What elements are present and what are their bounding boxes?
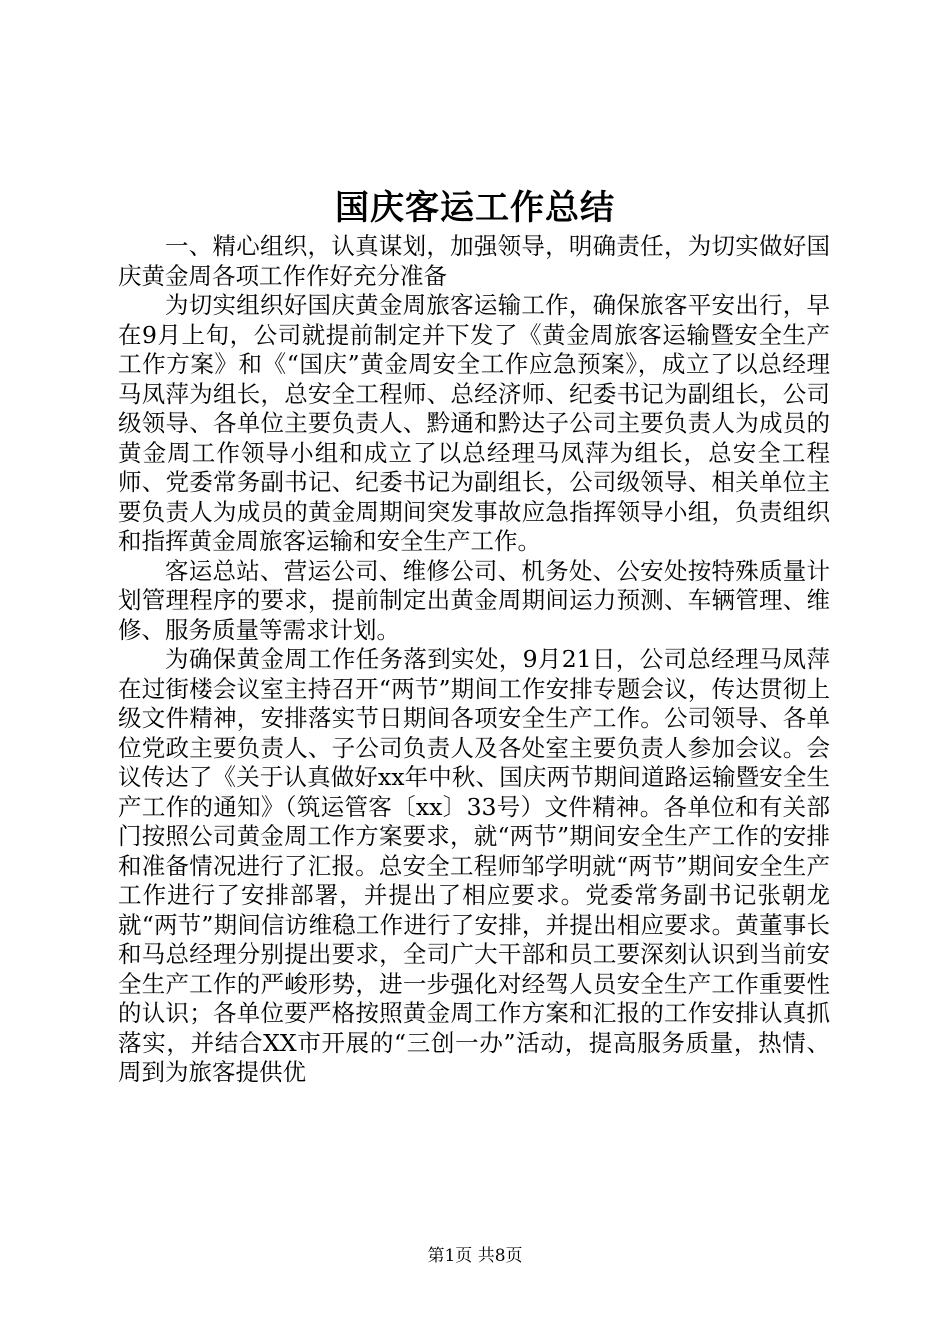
paragraph-heading-1: 一、精心组织，认真谋划，加强领导，明确责任，为切实做好国庆黄金周各项工作作好充分准备 xyxy=(118,232,830,290)
document-title: 国庆客运工作总结 xyxy=(335,188,615,228)
page-number-footer: 第1页 共8页 xyxy=(427,1246,523,1266)
paragraph-4: 为确保黄金周工作任务落到实处，9月21日，公司总经理马凤萍在过街楼会议室主持召开“两节”期间工作安排专题会议，传达贯彻上级文件精神，安排落实节日期间各项安全生产工作。公司领导、各单位党政主要负责人、子公司负责人及各处室主要负责人参加会议。会议传达了《关于认真做好xx年中秋、国庆两节期间道路运输暨安全生产工作的通知》（筑运管客〔xx〕33号）文件精神。各单位和有关部门按照公司黄金周工作方案要求，就“两节”期间安全生产工作的安排和准备情况进行了汇报。总安全工程师邹学明就“两节”期间安全生产工作进行了安排部署，并提出了相应要求。党委常务副书记张朝龙就“两节”期间信访维稳工作进行了安排，并提出相应要求。黄董事长和马总经理分别提出要求，全司广大干部和员工要深刻认识到当前安全生产工作的严峻形势，进一步强化对经驾人员安全生产工作重要性的认识；各单位要严格按照黄金周工作方案和汇报的工作安排认真抓落实，并结合XX市开展的“三创一办”活动，提高服务质量，热情、周到为旅客提供优 xyxy=(118,645,830,1086)
paragraph-2: 为切实组织好国庆黄金周旅客运输工作，确保旅客平安出行，早在9月上旬，公司就提前制定并下发了《黄金周旅客运输暨安全生产工作方案》和《“国庆”黄金周安全工作应急预案》，成立了以总经理马凤萍为组长，总安全工程师、总经济师、纪委书记为副组长，公司级领导、各单位主要负责人、黔通和黔达子公司主要负责人为成员的黄金周工作领导小组和成立了以总经理马凤萍为组长，总安全工程师、党委常务副书记、纪委书记为副组长，公司级领导、相关单位主要负责人为成员的黄金周期间突发事故应急指挥领导小组，负责组织和指挥黄金周旅客运输和安全生产工作。 xyxy=(118,291,830,555)
document-body xyxy=(118,232,830,1088)
paragraph-3: 客运总站、营运公司、维修公司、机务处、公安处按特殊质量计划管理程序的要求，提前制定出黄金周期间运力预测、车辆管理、维修、服务质量等需求计划。 xyxy=(118,556,830,644)
